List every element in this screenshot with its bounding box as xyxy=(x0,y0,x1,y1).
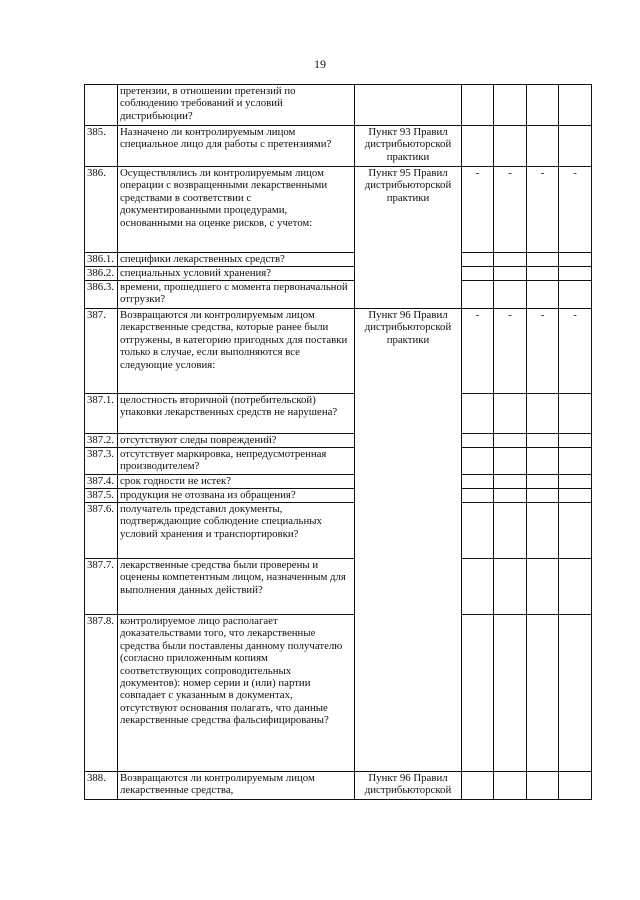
answer-cell-na[interactable] xyxy=(527,475,559,489)
answer-cell-yes[interactable] xyxy=(462,503,494,559)
row-question: специальных условий хранения? xyxy=(118,267,355,281)
answer-cell-no[interactable] xyxy=(494,281,527,309)
answer-cell-note[interactable] xyxy=(559,448,592,475)
answer-cell-note[interactable] xyxy=(559,281,592,309)
answer-cell-yes[interactable] xyxy=(462,253,494,267)
answer-cell-yes[interactable] xyxy=(462,615,494,772)
answer-cell-yes[interactable] xyxy=(462,448,494,475)
row-number: 386.1. xyxy=(85,253,118,267)
table-row xyxy=(85,309,592,394)
row-question: отсутствуют следы повреждений? xyxy=(118,434,355,448)
answer-cell-note[interactable]: - xyxy=(559,309,592,394)
answer-cell-yes[interactable] xyxy=(462,475,494,489)
answer-cell-no[interactable] xyxy=(494,772,527,800)
row-question: времени, прошедшего с момента первоначальной отгрузки? xyxy=(118,281,355,309)
answer-cell-no[interactable] xyxy=(494,615,527,772)
answer-cell-no[interactable] xyxy=(494,126,527,167)
table-row xyxy=(85,167,592,253)
answer-cell-no[interactable] xyxy=(494,267,527,281)
answer-cell-no[interactable] xyxy=(494,434,527,448)
row-question: целостность вторичной (потребительской) упаковки лекарственных средств не нарушена? xyxy=(118,394,355,434)
row-question: продукция не отозвана из обращения? xyxy=(118,489,355,503)
answer-cell-na[interactable] xyxy=(527,772,559,800)
row-reference xyxy=(355,85,462,126)
answer-cell-yes[interactable] xyxy=(462,559,494,615)
table-row xyxy=(85,394,592,434)
table-row xyxy=(85,253,592,267)
answer-cell-no[interactable] xyxy=(494,253,527,267)
answer-cell-yes[interactable] xyxy=(462,489,494,503)
row-number: 386.3. xyxy=(85,281,118,309)
answer-cell-note[interactable] xyxy=(559,475,592,489)
answer-cell-no[interactable]: - xyxy=(494,309,527,394)
table-row xyxy=(85,126,592,167)
answer-cell-note[interactable] xyxy=(559,489,592,503)
answer-cell-yes[interactable] xyxy=(462,281,494,309)
row-number: 388. xyxy=(85,772,118,800)
answer-cell-na[interactable] xyxy=(527,503,559,559)
row-number: 385. xyxy=(85,126,118,167)
answer-cell-note[interactable] xyxy=(559,559,592,615)
table-row xyxy=(85,448,592,475)
answer-cell-na[interactable] xyxy=(527,615,559,772)
answer-cell-na[interactable] xyxy=(527,126,559,167)
answer-cell-note[interactable] xyxy=(559,615,592,772)
answer-cell-na[interactable] xyxy=(527,489,559,503)
answer-cell-na[interactable] xyxy=(527,281,559,309)
row-number: 387.3. xyxy=(85,448,118,475)
answer-cell-yes[interactable] xyxy=(462,434,494,448)
table-row xyxy=(85,475,592,489)
answer-cell-na[interactable] xyxy=(527,559,559,615)
row-number: 387.8. xyxy=(85,615,118,772)
answer-cell-note[interactable] xyxy=(559,394,592,434)
row-number: 387. xyxy=(85,309,118,394)
answer-cell-no[interactable]: - xyxy=(494,167,527,253)
answer-cell-no[interactable] xyxy=(494,489,527,503)
answer-cell-yes[interactable] xyxy=(462,126,494,167)
answer-cell-yes[interactable]: - xyxy=(462,167,494,253)
row-question: лекарственные средства были проверены и оценены компетентным лицом, назначенным для выполнения данных действий? xyxy=(118,559,355,615)
answer-cell-no[interactable] xyxy=(494,394,527,434)
row-number: 387.1. xyxy=(85,394,118,434)
table-row xyxy=(85,281,592,309)
row-question: Осуществлялись ли контролируемым лицом операции с возвращенными лекарственными средствами в соответствии с документированными процедурами, основанными на оценке рисков, с учетом: xyxy=(118,167,355,253)
row-question: срок годности не истек? xyxy=(118,475,355,489)
table-row xyxy=(85,434,592,448)
answer-cell-note[interactable] xyxy=(559,503,592,559)
row-question: Возвращаются ли контролируемым лицом лекарственные средства, которые ранее были отгружены, в категорию пригодных для поставки только в случае, если выполняются все следующие условия: xyxy=(118,309,355,394)
answer-cell-yes[interactable] xyxy=(462,267,494,281)
answer-cell-na[interactable] xyxy=(527,85,559,126)
answer-cell-yes[interactable] xyxy=(462,85,494,126)
checklist-table xyxy=(84,84,592,800)
answer-cell-yes[interactable] xyxy=(462,394,494,434)
answer-cell-na[interactable] xyxy=(527,394,559,434)
row-number: 387.2. xyxy=(85,434,118,448)
answer-cell-no[interactable] xyxy=(494,448,527,475)
row-reference: Пункт 96 Правил дистрибьюторской xyxy=(355,772,462,800)
answer-cell-na[interactable]: - xyxy=(527,167,559,253)
row-question: Возвращаются ли контролируемым лицом лекарственные средства, xyxy=(118,772,355,800)
row-number: 386. xyxy=(85,167,118,253)
row-number: 386.2. xyxy=(85,267,118,281)
answer-cell-note[interactable] xyxy=(559,267,592,281)
row-reference: Пункт 95 Правил дистрибьюторской практики xyxy=(355,167,462,309)
table-row xyxy=(85,615,592,772)
answer-cell-note[interactable] xyxy=(559,434,592,448)
table-row xyxy=(85,772,592,800)
answer-cell-note[interactable] xyxy=(559,85,592,126)
row-question: специфики лекарственных средств? xyxy=(118,253,355,267)
row-number: 387.5. xyxy=(85,489,118,503)
answer-cell-na[interactable] xyxy=(527,434,559,448)
answer-cell-yes[interactable]: - xyxy=(462,309,494,394)
row-question: получатель представил документы, подтверждающие соблюдение специальных условий хранения и транспортировки? xyxy=(118,503,355,559)
row-number: 387.7. xyxy=(85,559,118,615)
answer-cell-note[interactable] xyxy=(559,772,592,800)
answer-cell-no[interactable] xyxy=(494,503,527,559)
answer-cell-na[interactable] xyxy=(527,448,559,475)
row-reference: Пункт 93 Правил дистрибьюторской практики xyxy=(355,126,462,167)
row-question: отсутствует маркировка, непредусмотренная производителем? xyxy=(118,448,355,475)
row-question: контролируемое лицо располагает доказательствами того, что лекарственные средства были поставлены данному получателю (согласно приложенным копиям соответствующих сопроводительных документов): номер серии и (или) партии совпадает с указанным в документах, отсутствуют основания полагать, что данные лекарственные средства фальсифицированы? xyxy=(118,615,355,772)
row-number: 387.6. xyxy=(85,503,118,559)
page-number: 19 xyxy=(314,57,326,71)
row-number xyxy=(85,85,118,126)
answer-cell-no[interactable] xyxy=(494,85,527,126)
answer-cell-na[interactable] xyxy=(527,253,559,267)
table-row xyxy=(85,559,592,615)
row-reference: Пункт 96 Правил дистрибьюторской практики xyxy=(355,309,462,772)
answer-cell-note[interactable] xyxy=(559,253,592,267)
row-question: Назначено ли контролируемым лицом специальное лицо для работы с претензиями? xyxy=(118,126,355,167)
answer-cell-note[interactable]: - xyxy=(559,167,592,253)
answer-cell-no[interactable] xyxy=(494,559,527,615)
answer-cell-yes[interactable] xyxy=(462,772,494,800)
table-row xyxy=(85,267,592,281)
table-row xyxy=(85,85,592,126)
table-row xyxy=(85,503,592,559)
table-row xyxy=(85,489,592,503)
row-number: 387.4. xyxy=(85,475,118,489)
answer-cell-na[interactable]: - xyxy=(527,309,559,394)
answer-cell-note[interactable] xyxy=(559,126,592,167)
row-question: претензии, в отношении претензий по соблюдению требований и условий дистрибьюции? xyxy=(118,85,355,126)
answer-cell-no[interactable] xyxy=(494,475,527,489)
answer-cell-na[interactable] xyxy=(527,267,559,281)
